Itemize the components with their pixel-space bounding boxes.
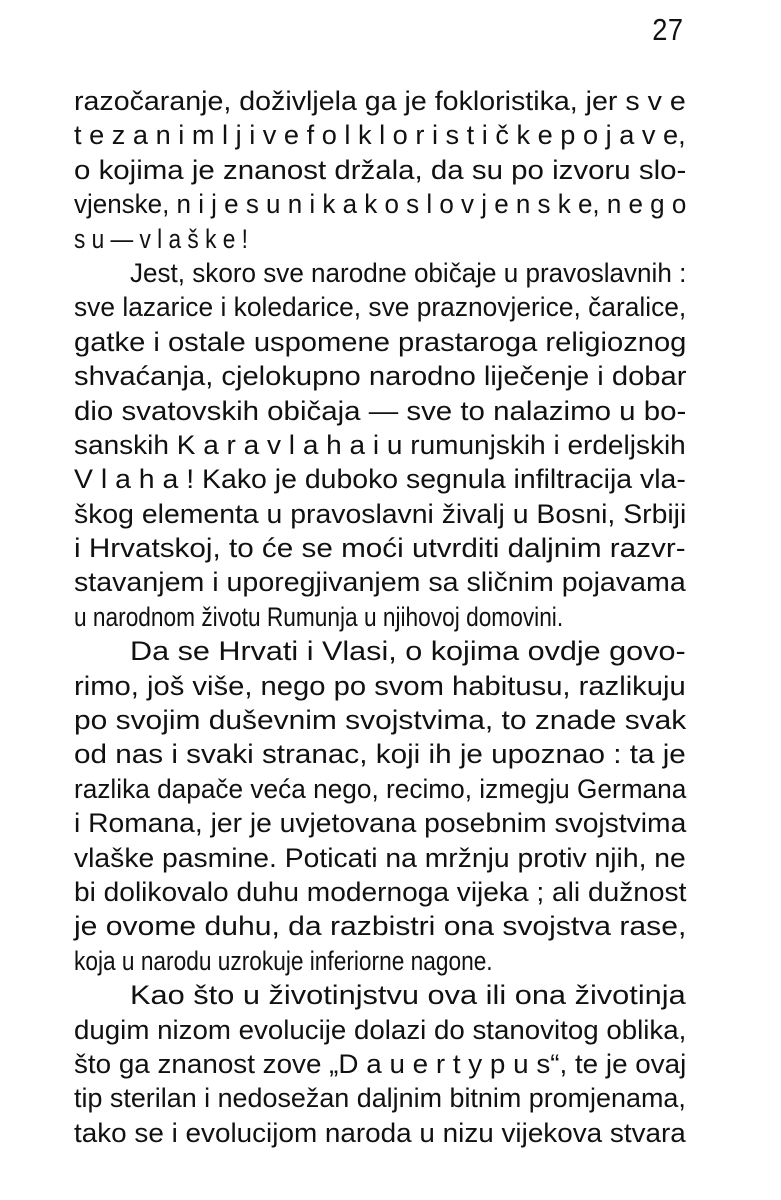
text-line: Jest, skoro sve narodne običaje u pravoslavnih :	[130, 257, 687, 288]
text-line: što ga znanost zove „D a u e r t y p u s“, te je ovaj	[74, 1048, 687, 1079]
text-line: o kojima je znanost držala, da su po izvoru slo-	[74, 154, 687, 185]
text-line: tip sterilan i nedosežan daljnim bitnim promjenama,	[74, 1083, 686, 1114]
text-line: shvaćanja, cjelokupno narodno liječenje i dobar	[74, 361, 687, 392]
text-line: Kao što u životinjstvu ova ili ona životinja	[130, 980, 686, 1011]
text-line: s u — v l a š k e !	[74, 223, 248, 254]
text-line: škog elementa u pravoslavni živalj u Bosni, Srbiji	[74, 498, 687, 529]
text-line: tako se i evolucijom naroda u nizu vijekova stvara	[74, 1117, 686, 1148]
text-line: bi dolikovalo duhu modernoga vijeka ; ali dužnost	[74, 876, 687, 907]
text-line: gatke i ostale uspomene prastaroga religioznog	[74, 326, 687, 357]
text-line: rimo, još više, nego po svom habitusu, razlikuju	[74, 670, 686, 701]
text-line: dugim nizom evolucije dolazi do stanovitog oblika,	[74, 1014, 687, 1045]
text-line: razočaranje, doživljela ga je fokloristika, jer s v e	[74, 86, 686, 116]
text-line: stavanjem i uporegjivanjem sa sličnim pojavama	[74, 567, 686, 598]
text-line: u narodnom životu Rumunja u njihovoj domovini.	[74, 601, 564, 632]
text-line: sve lazarice i koledarice, sve praznovjerice, čaralice,	[74, 292, 687, 323]
text-line: vlaške pasmine. Poticati na mržnju protiv njih, ne	[74, 842, 686, 873]
text-line: vjenske, n i j e s u n i k a k o s l o v j e n s k e, n e g o	[74, 189, 687, 220]
text-line: dio svatovskih običaja — sve to nalazimo u bo-	[74, 395, 687, 426]
text-line: sanskih K a r a v l a h a i u rumunjskih i erdeljskih	[74, 429, 686, 460]
text-line: i Hrvatskoj, to će se moći utvrditi daljnim razvr-	[74, 533, 686, 564]
text-line: razlika dapače veća nego, recimo, izmegju Germana	[74, 773, 687, 804]
text-line: koja u narodu uzrokuje inferiorne nagone.	[74, 945, 493, 976]
text-line: i Romana, jer je uvjetovana posebnim svojstvima	[74, 808, 687, 839]
page-number: 27	[651, 12, 683, 47]
text-line: t e z a n i m l j i v e f o l k l o r i s t i č k e p o j a v e,	[74, 120, 686, 151]
text-line: po svojim duševnim svojstvima, to znade svak	[74, 705, 687, 736]
text-line: V l a h a ! Kako je duboko segnula infiltracija vla-	[74, 464, 686, 495]
text-line: je ovome duhu, da razbistri ona svojstva rase,	[74, 911, 687, 942]
text-line: Da se Hrvati i Vlasi, o kojima ovdje govo-	[130, 636, 686, 667]
body-text	[74, 84, 686, 1150]
text-line: od nas i svaki stranac, koji ih je upoznao : ta je	[74, 739, 686, 770]
